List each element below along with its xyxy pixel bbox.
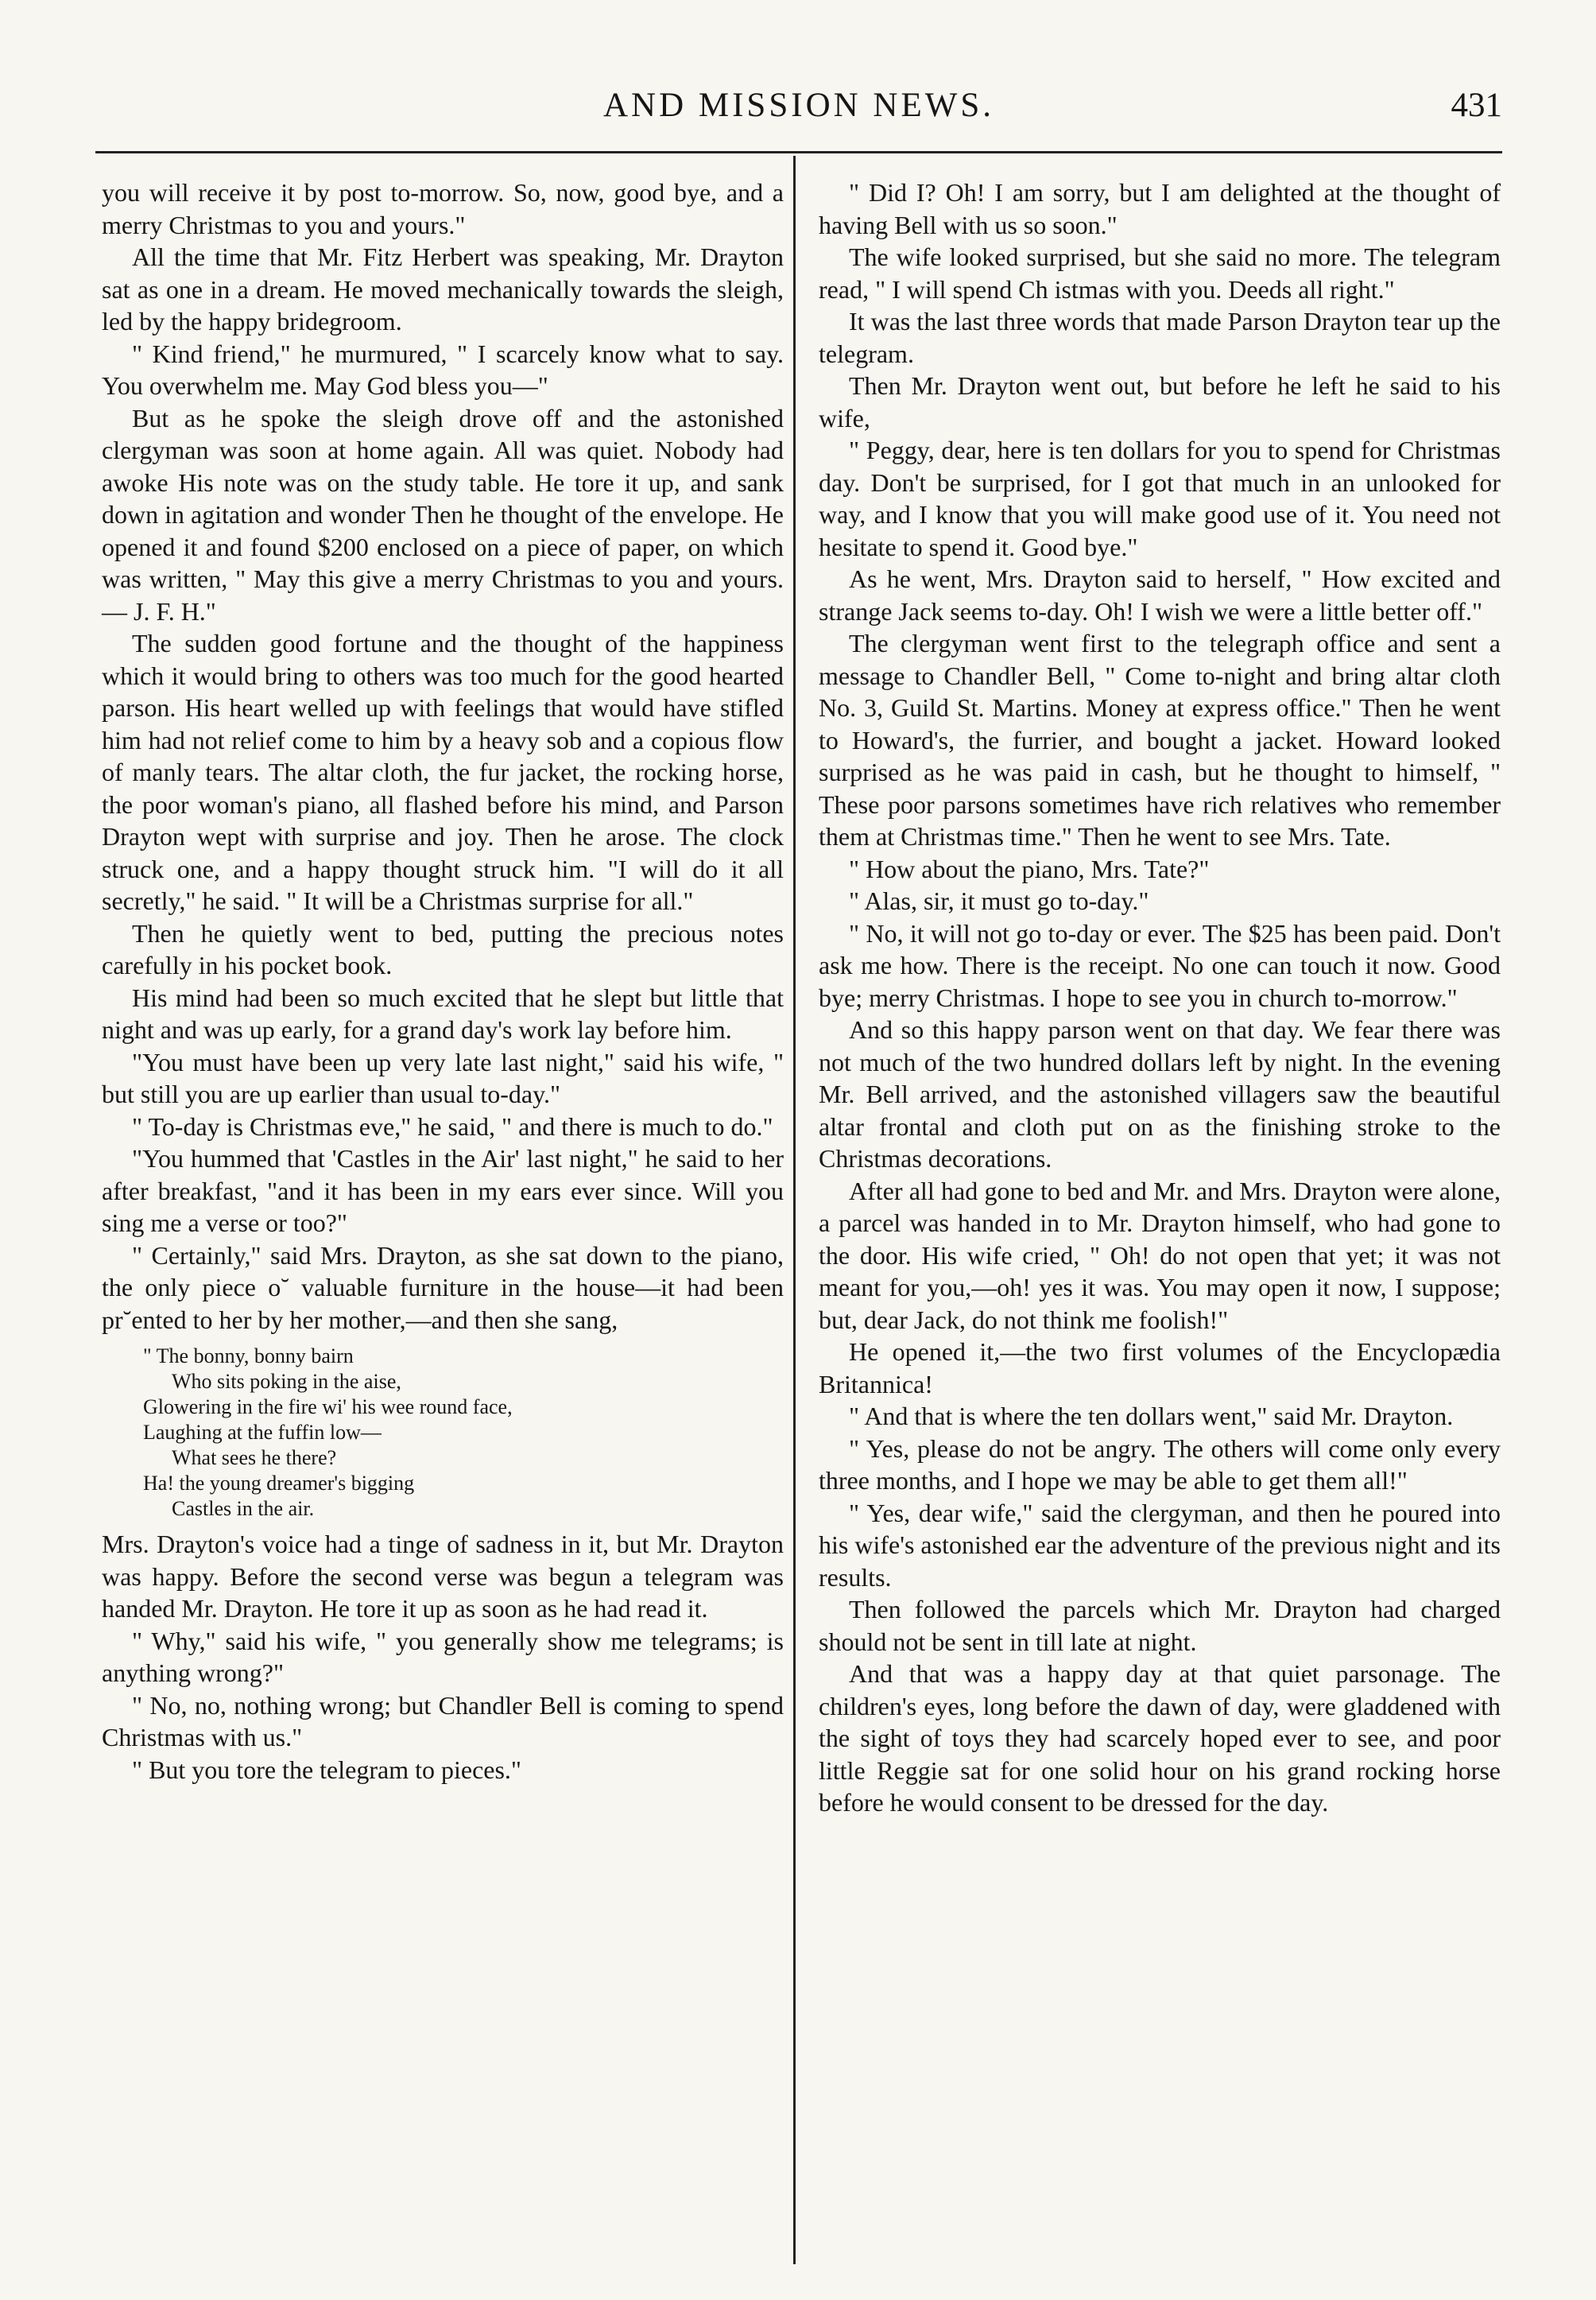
paragraph: But as he spoke the sleigh drove off and the astonished clergyman was soon at home again. All was quiet. Nobody had awoke His note was on the study table. He tore it up, and sank down in agitation and wonder Then he thought of the envelope. He opened it and found $200 enclosed on a piece of paper, on which was written, " May this give a merry Christmas to you and yours.— J. F. H."	[102, 403, 784, 626]
paragraph: And that was a happy day at that quiet parsonage. The children's eyes, long before the dawn of day, were gladdened with the sight of toys they had scarcely hoped ever to see, and poor little Reggie sat for one solid hour on his grand rocking horse before he would consent to be dressed for the day.	[819, 1659, 1501, 1817]
page-number: 431	[1451, 87, 1502, 124]
verse-line: " The bonny, bonny bairn	[143, 1344, 354, 1367]
verse-line: Who sits poking in the aise,	[172, 1370, 401, 1393]
verse-line: Glowering in the fire wi' his wee round face,	[143, 1395, 513, 1418]
paragraph: " But you tore the telegram to pieces."	[132, 1755, 521, 1784]
paragraph: The wife looked surprised, but she said no more. The telegram read, " I will spend Ch istmas with you. Deeds all right."	[819, 242, 1501, 304]
song-verse	[102, 1344, 784, 1522]
paragraph: After all had gone to bed and Mr. and Mrs. Drayton were alone, a parcel was handed in to Mr. Drayton himself, who had gone to the door. His wife cried, " Oh! do not open that yet; it was not meant for you,—oh! yes it was. You may open it now, I suppose; but, dear Jack, do not think me foolish!"	[819, 1176, 1501, 1334]
paragraph: As he went, Mrs. Drayton said to herself, " How excited and strange Jack seems to-day. Oh! I wish we were a little better off."	[819, 564, 1501, 626]
left-column	[102, 176, 784, 1786]
paragraph: His mind had been so much excited that he slept but little that night and was up early, for a grand day's work lay before him.	[102, 983, 784, 1044]
paragraph: Then followed the parcels which Mr. Drayton had charged should not be sent in till late at night.	[819, 1595, 1501, 1656]
verse-line: Laughing at the fuffin low—	[143, 1421, 382, 1444]
right-column	[819, 176, 1501, 1819]
paragraph: It was the last three words that made Parson Drayton tear up the telegram.	[819, 307, 1501, 368]
paragraph: " Why," said his wife, " you generally show me telegrams; is anything wrong?"	[102, 1626, 784, 1687]
paragraph: Mrs. Drayton's voice had a tinge of sadness in it, but Mr. Drayton was happy. Before the second verse was begun a telegram was handed Mr. Drayton. He tore it up as soon as he had read it.	[102, 1530, 784, 1623]
paragraph: The clergyman went first to the telegraph office and sent a message to Chandler Bell, " Come to-night and bring altar cloth No. 3, Guild St. Martins. Money at express office." Then he went to Howard's, the furrier, and bought a jacket. Howard looked surprised as he was paid in cash, but he thought to himself, " These poor parsons sometimes have rich relatives who remember them at Christmas time." Then he went to see Mrs. Tate.	[819, 629, 1501, 851]
paragraph: " Kind friend," he murmured, " I scarcely know what to say. You overwhelm me. May God bless you—"	[102, 339, 784, 400]
paragraph: "You hummed that 'Castles in the Air' last night," he said to her after breakfast, "and it has been in my ears ever since. Will you sing me a verse or too?"	[102, 1144, 784, 1237]
header-rule	[95, 151, 1502, 153]
paragraph: Then he quietly went to bed, putting the precious notes carefully in his pocket book.	[102, 918, 784, 979]
paragraph: " Alas, sir, it must go to-day."	[849, 886, 1149, 915]
paragraph: " How about the piano, Mrs. Tate?"	[849, 854, 1210, 883]
paragraph: " Certainly," said Mrs. Drayton, as she sat down to the piano, the only piece o˘ valuable furniture in the house—it had been pr˘ented to her by her mother,—and then she sang,	[102, 1240, 784, 1334]
page-header	[95, 86, 1502, 137]
paragraph: Then Mr. Drayton went out, but before he left he said to his wife,	[819, 371, 1501, 432]
verse-line: Castles in the air.	[172, 1497, 315, 1520]
paragraph: He opened it,—the two first volumes of the Encyclopædia Britannica!	[819, 1337, 1501, 1398]
paragraph: " Yes, dear wife," said the clergyman, and then he poured into his wife's astonished ear the adventure of the previous night and its results.	[819, 1498, 1501, 1592]
paragraph: " To-day is Christmas eve," he said, " and there is much to do."	[132, 1111, 773, 1141]
column-divider	[793, 156, 796, 2264]
paragraph: All the time that Mr. Fitz Herbert was speaking, Mr. Drayton sat as one in a dream. He moved mechanically towards the sleigh, led by the happy bridegroom.	[102, 242, 784, 335]
verse-line: Ha! the young dreamer's bigging	[143, 1472, 415, 1495]
paragraph: " No, it will not go to-day or ever. The $25 has been paid. Don't ask me how. There is the receipt. No one can touch it now. Good bye; merry Christmas. I hope to see you in church to-morrow."	[819, 918, 1501, 1012]
paragraph: " Yes, please do not be angry. The others will come only every three months, and I hope we may be able to get them all!"	[819, 1433, 1501, 1495]
paragraph: " And that is where the ten dollars went," said Mr. Drayton.	[849, 1402, 1454, 1430]
running-title: AND MISSION NEWS.	[602, 87, 995, 124]
paragraph: And so this happy parson went on that day. We fear there was not much of the two hundred dollars left by night. In the evening Mr. Bell arrived, and the astonished villagers saw the beautiful altar frontal and cloth put on as the finishing stroke to the Christmas decorations.	[819, 1015, 1501, 1173]
verse-line: What sees he there?	[172, 1446, 337, 1469]
paragraph: The sudden good fortune and the thought of the happiness which it would bring to others was too much for the good hearted parson. His heart welled up with feelings that would have stifled him had not relief come to him by a heavy sob and a copious flow of manly tears. The altar cloth, the fur jacket, the rocking horse, the poor woman's piano, all flashed before his mind, and Parson Drayton wept with surprise and joy. Then he arose. The clock struck one, and a happy thought struck him. "I will do it all secretly," he said. " It will be a Christmas surprise for all."	[102, 629, 784, 915]
paragraph: " Did I? Oh! I am sorry, but I am delighted at the thought of having Bell with us so soon."	[819, 178, 1501, 239]
paragraph: " No, no, nothing wrong; but Chandler Bell is coming to spend Christmas with us."	[102, 1690, 784, 1751]
paragraph: you will receive it by post to-morrow. So, now, good bye, and a merry Christmas to you and yours."	[102, 178, 784, 239]
paragraph: " Peggy, dear, here is ten dollars for you to spend for Christmas day. Don't be surprised, for I got that much in an unlooked for way, and I know that you will make good use of it. You need not hesitate to spend it. Good bye."	[819, 436, 1501, 561]
paragraph: "You must have been up very late last night," said his wife, " but still you are up earlier than usual to-day."	[102, 1047, 784, 1108]
